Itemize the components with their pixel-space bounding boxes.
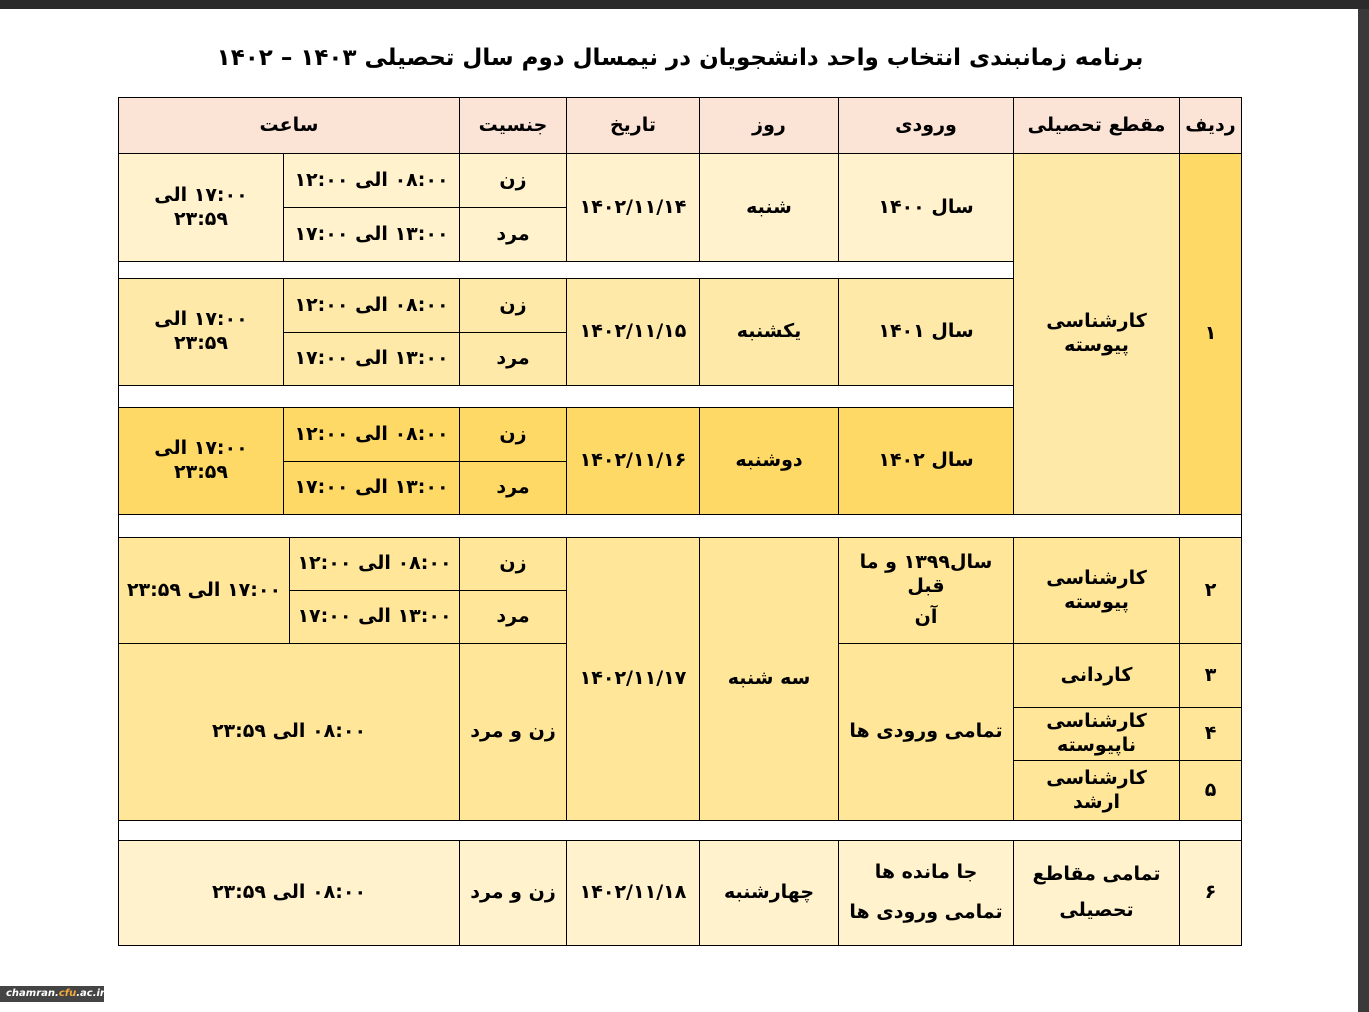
entry-year-line2: تمامی ورودی ها: [849, 901, 1003, 923]
entry-year-cell: تمامی ورودی ها: [838, 643, 1014, 821]
row-spacer: [118, 261, 1014, 279]
row-number: ۱: [1179, 153, 1242, 515]
day-cell: دوشنبه: [699, 407, 839, 515]
entry-year-line1: جا مانده ها: [874, 861, 978, 884]
row-number: ۵: [1179, 760, 1242, 821]
group-spacer: [118, 820, 1242, 841]
time-slot-female: ۰۸:۰۰ الی ۱۲:۰۰: [283, 153, 460, 208]
time-slot-female: ۰۸:۰۰ الی ۱۲:۰۰: [283, 278, 460, 333]
header-radif: ردیف: [1179, 97, 1242, 154]
time-slot-full: ۰۸:۰۰ الی ۲۳:۵۹: [118, 643, 460, 821]
time-slot-full: ۰۸:۰۰ الی ۲۳:۵۹: [118, 840, 460, 946]
degree-cell: کارشناسی پیوسته: [1013, 537, 1180, 644]
entry-year-cell: سال ۱۴۰۱: [838, 278, 1014, 386]
row-number: ۴: [1179, 707, 1242, 761]
header-saat: ساعت: [118, 97, 460, 154]
entry-year-cell: سال ۱۴۰۰: [838, 153, 1014, 262]
gender-female-cell: زن: [459, 537, 567, 591]
date-cell: ۱۴۰۲/۱۱/۱۸: [566, 840, 700, 946]
date-cell: ۱۴۰۲/۱۱/۱۴: [566, 153, 700, 262]
day-cell: سه شنبه: [699, 537, 839, 821]
degree-line2: تحصیلی: [1059, 899, 1134, 921]
header-jensiat: جنسیت: [459, 97, 567, 154]
page-title: برنامه زمانبندی انتخاب واحد دانشجویان در نیمسال دوم سال تحصیلی ۱۴۰۳ – ۱۴۰۲: [216, 45, 1144, 71]
watermark-part1: chamran.: [6, 988, 59, 999]
row-spacer: [118, 385, 1014, 408]
time-slot-male: ۱۳:۰۰ الی ۱۷:۰۰: [289, 590, 460, 644]
gender-female-cell: زن: [459, 278, 567, 333]
degree-cell: کارشناسی ارشد: [1013, 760, 1180, 821]
date-cell: ۱۴۰۲/۱۱/۱۵: [566, 278, 700, 386]
row-number: ۶: [1179, 840, 1242, 946]
gender-both-cell: زن و مرد: [459, 840, 567, 946]
time-slot-evening: ۱۷:۰۰ الی ۲۳:۵۹: [118, 278, 284, 386]
day-cell: یکشنبه: [699, 278, 839, 386]
time-slot-male: ۱۳:۰۰ الی ۱۷:۰۰: [283, 332, 460, 386]
watermark-part3: .ac.ir: [76, 988, 105, 999]
degree-cell: کارشناسی ناپیوسته: [1013, 707, 1180, 761]
gender-male-cell: مرد: [459, 461, 567, 515]
time-slot-male: ۱۳:۰۰ الی ۱۷:۰۰: [283, 207, 460, 262]
entry-year-cell: سال ۱۴۰۲: [838, 407, 1014, 515]
watermark-part2: cfu: [58, 988, 77, 999]
time-slot-male: ۱۳:۰۰ الی ۱۷:۰۰: [283, 461, 460, 515]
site-watermark: [0, 986, 104, 1002]
gender-both-cell: زن و مرد: [459, 643, 567, 821]
degree-line1: تمامی مقاطع: [1032, 863, 1161, 886]
header-tarikh: تاریخ: [566, 97, 700, 154]
window-scrollbar[interactable]: [1358, 9, 1369, 1012]
time-slot-evening: ۱۷:۰۰ الی ۲۳:۵۹: [118, 537, 290, 644]
window-top-bar: [0, 0, 1369, 9]
time-slot-female: ۰۸:۰۰ الی ۱۲:۰۰: [289, 537, 460, 591]
entry-year-line2: آن: [914, 606, 938, 629]
gender-male-cell: مرد: [459, 207, 567, 262]
row-number: ۲: [1179, 537, 1242, 644]
date-cell: ۱۴۰۲/۱۱/۱۶: [566, 407, 700, 515]
time-slot-evening: ۱۷:۰۰ الی ۲۳:۵۹: [118, 153, 284, 262]
header-rooz: روز: [699, 97, 839, 154]
date-cell: ۱۴۰۲/۱۱/۱۷: [566, 537, 700, 821]
entry-year-line1: سال۱۳۹۹ و ما قبل: [859, 550, 993, 597]
time-slot-female: ۰۸:۰۰ الی ۱۲:۰۰: [283, 407, 460, 462]
entry-year-cell: [838, 537, 1014, 644]
day-cell: چهارشنبه: [699, 840, 839, 946]
gender-male-cell: مرد: [459, 332, 567, 386]
time-slot-evening: ۱۷:۰۰ الی ۲۳:۵۹: [118, 407, 284, 515]
group-spacer: [118, 514, 1242, 538]
gender-male-cell: مرد: [459, 590, 567, 644]
header-maghta: مقطع تحصیلی: [1013, 97, 1180, 154]
entry-year-cell: [838, 840, 1014, 946]
gender-female-cell: زن: [459, 153, 567, 208]
degree-cell: [1013, 840, 1180, 946]
gender-female-cell: زن: [459, 407, 567, 462]
day-cell: شنبه: [699, 153, 839, 262]
degree-cell: کارشناسی پیوسته: [1013, 153, 1180, 515]
row-number: ۳: [1179, 643, 1242, 708]
header-vorudi: ورودی: [838, 97, 1014, 154]
degree-cell: کاردانی: [1013, 643, 1180, 708]
